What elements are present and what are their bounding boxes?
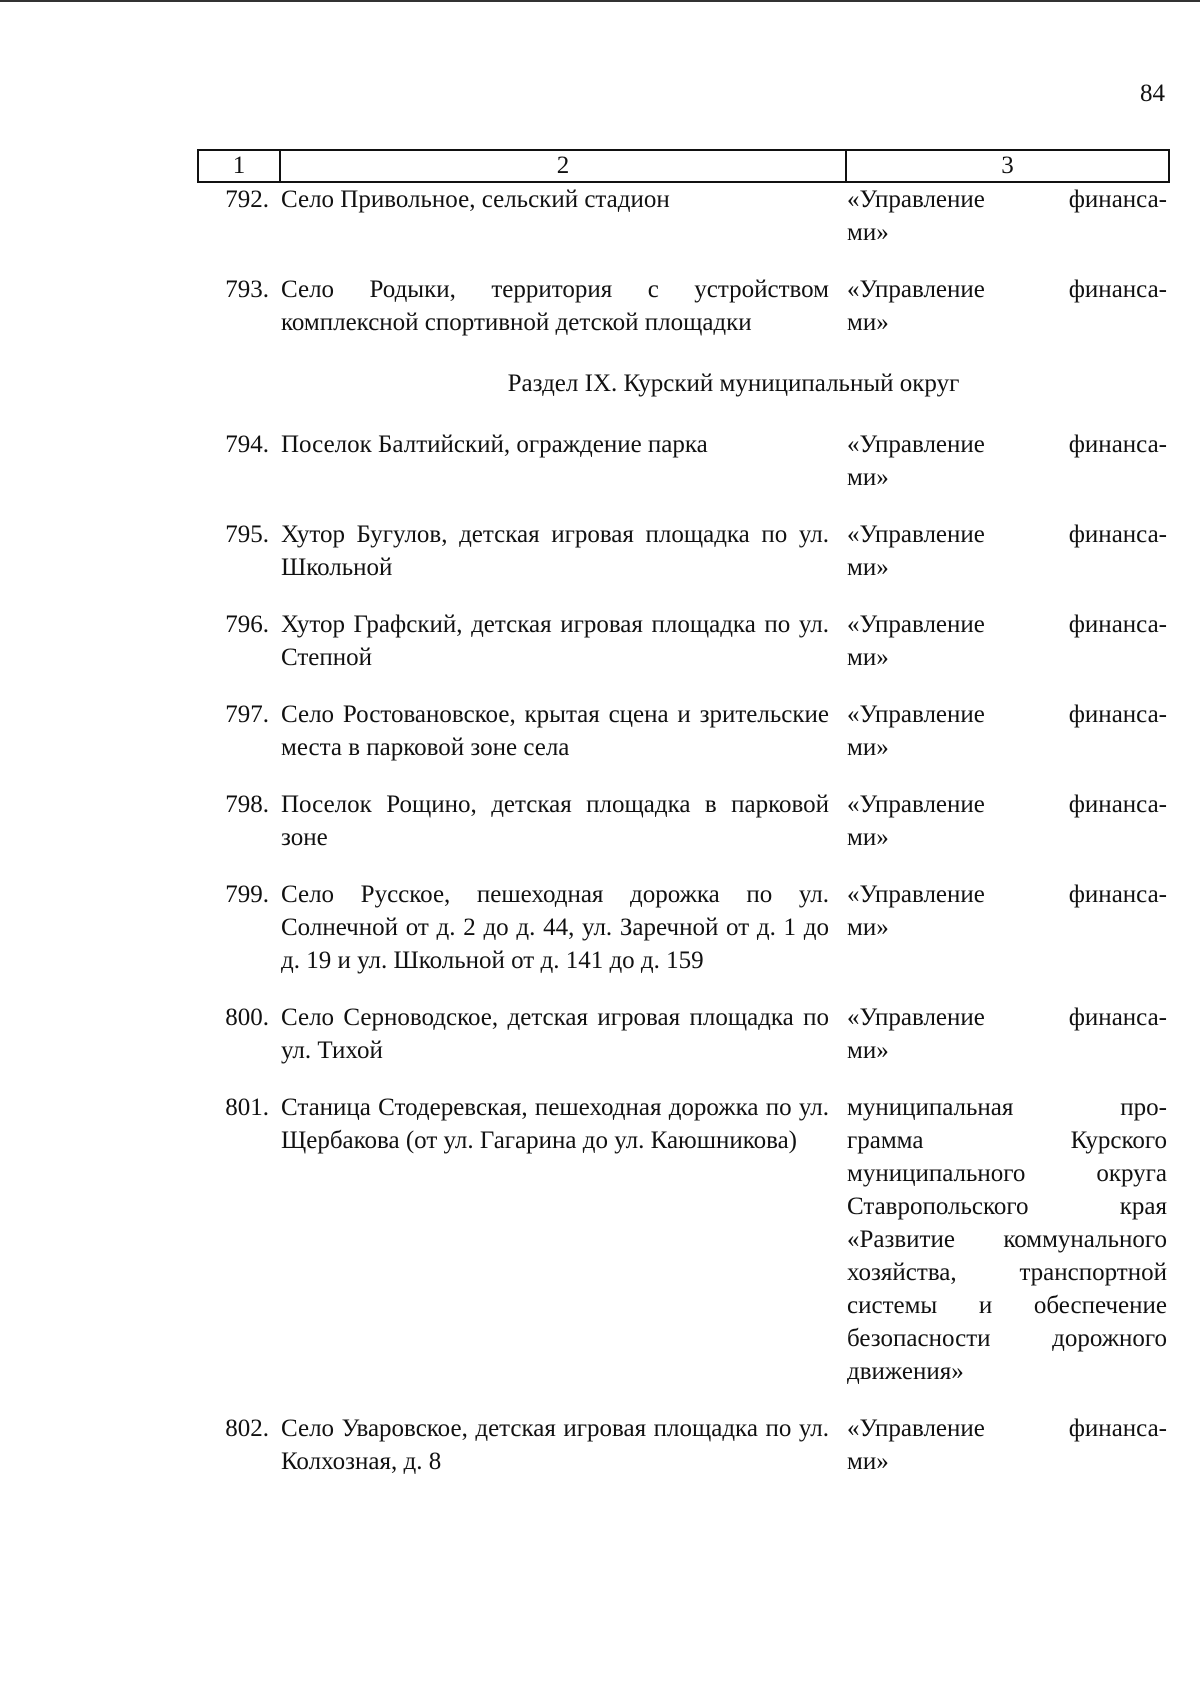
row-funding-source: «Управление финанса- ми» <box>847 431 1167 491</box>
row-funding-source: муниципальная про- грамма Курского муниципального округа Ставропольского края «Развитие коммунального хозяйства, транспортной системы и обеспечение безопасности дорожного движения» <box>847 1094 1167 1385</box>
table-row <box>197 1091 1170 1388</box>
row-number: 798. <box>225 791 269 818</box>
column-header-3: 3 <box>1001 152 1014 179</box>
row-number: 802. <box>225 1415 269 1442</box>
page-number: 84 <box>1140 80 1165 107</box>
row-number: 792. <box>225 186 269 213</box>
table-row <box>197 608 1170 674</box>
row-number: 794. <box>225 431 269 458</box>
row-description: Поселок Балтийский, ограждение парка <box>281 431 708 458</box>
row-description: Станица Стодеревская, пешеходная дорожка по ул. Щербакова (от ул. Гагарина до ул. Каюшникова) <box>281 1094 829 1154</box>
row-funding-source: «Управление финанса- ми» <box>847 1004 1167 1064</box>
top-border-line <box>0 0 1200 2</box>
table-row <box>197 1001 1170 1067</box>
table-row <box>197 788 1170 854</box>
row-funding-source: «Управление финанса- ми» <box>847 521 1167 581</box>
row-number: 797. <box>225 701 269 728</box>
row-number: 793. <box>225 276 269 303</box>
column-header-2: 2 <box>281 151 847 181</box>
table-row <box>197 1412 1170 1478</box>
row-funding-source: «Управление финанса- ми» <box>847 611 1167 671</box>
table-row <box>197 518 1170 584</box>
row-description: Село Привольное, сельский стадион <box>281 186 670 213</box>
table-row <box>197 273 1170 339</box>
row-description: Село Родыки, территория с устройством комплексной спортивной детской площадки <box>281 276 829 336</box>
row-funding-source: «Управление финанса- ми» <box>847 1415 1167 1475</box>
row-description: Хутор Графский, детская игровая площадка по ул. Степной <box>281 611 829 671</box>
table-row <box>197 698 1170 764</box>
row-number: 800. <box>225 1004 269 1031</box>
row-funding-source: «Управление финанса- ми» <box>847 791 1167 851</box>
row-funding-source: «Управление финанса- ми» <box>847 881 1167 941</box>
column-header-1: 1 <box>199 151 281 181</box>
row-number: 801. <box>225 1094 269 1121</box>
row-funding-source: «Управление финанса- ми» <box>847 186 1167 246</box>
table-row <box>197 183 1170 249</box>
table-row <box>197 878 1170 977</box>
row-number: 795. <box>225 521 269 548</box>
section-title: Раздел IX. Курский муниципальный округ <box>507 370 960 397</box>
row-description: Село Русское, пешеходная дорожка по ул. Солнечной от д. 2 до д. 44, ул. Заречной от д. 1 до д. 19 и ул. Школьной от д. 141 до д. 159 <box>281 881 829 974</box>
table-row <box>197 428 1170 494</box>
row-number: 796. <box>225 611 269 638</box>
table-header-row <box>197 149 1170 183</box>
row-description: Хутор Бугулов, детская игровая площадка по ул. Школьной <box>281 521 829 581</box>
row-description: Поселок Рощино, детская площадка в парковой зоне <box>281 791 829 851</box>
row-funding-source: «Управление финанса- ми» <box>847 276 1167 336</box>
row-description: Село Ростовановское, крытая сцена и зрительские места в парковой зоне села <box>281 701 829 761</box>
row-funding-source: «Управление финанса- ми» <box>847 701 1167 761</box>
row-number: 799. <box>225 881 269 908</box>
row-description: Село Серноводское, детская игровая площадка по ул. Тихой <box>281 1004 829 1064</box>
table-body <box>197 183 1170 1478</box>
row-description: Село Уваровское, детская игровая площадка по ул. Колхозная, д. 8 <box>281 1415 829 1475</box>
